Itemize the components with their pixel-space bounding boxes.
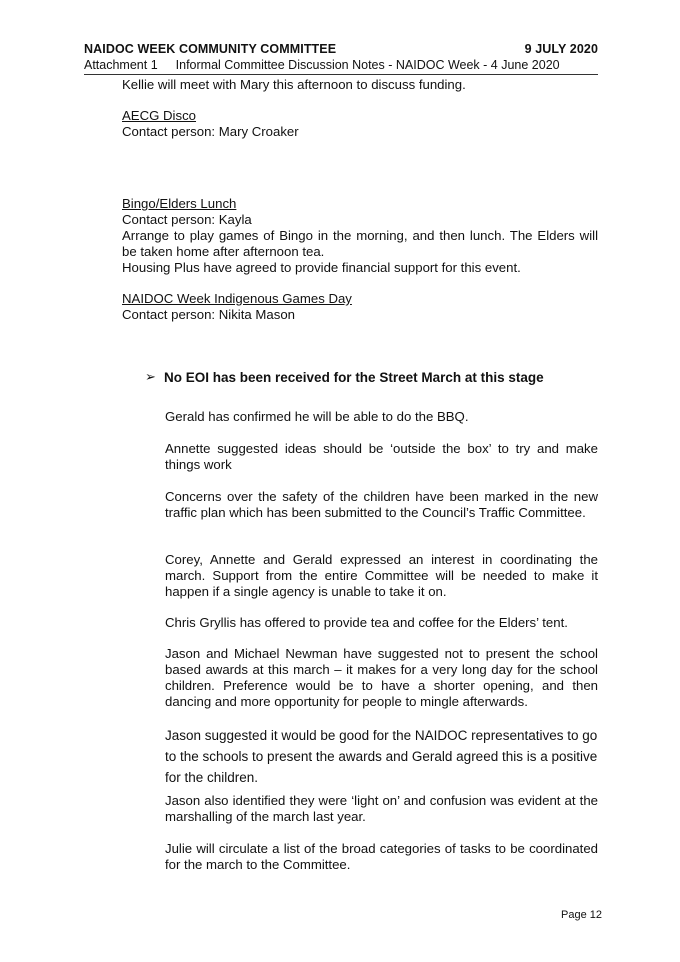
march-note-marshalling: Jason also identified they were ‘light on’ and confusion was evident at the marshalling of the march last year. bbox=[165, 793, 598, 824]
bingo-support: Housing Plus have agreed to provide financial support for this event. bbox=[122, 260, 521, 275]
aecg-disco-contact: Contact person: Mary Croaker bbox=[122, 124, 299, 139]
kellie-note: Kellie will meet with Mary this afternoon to discuss funding. bbox=[122, 77, 466, 92]
street-march-heading bbox=[145, 369, 544, 385]
march-note-coordinating: Corey, Annette and Gerald expressed an interest in coordinating the march. Support from the entire Committee will be needed to make it happen if a single agency is unable to take it on. bbox=[165, 552, 598, 599]
bingo-title: Bingo/Elders Lunch bbox=[122, 196, 237, 211]
bingo-description: Arrange to play games of Bingo in the morning, and then lunch. The Elders will be taken home after afternoon tea. bbox=[122, 228, 598, 259]
arrow-bullet-icon: ➢ bbox=[145, 369, 156, 384]
march-note-bbq: Gerald has confirmed he will be able to do the BBQ. bbox=[165, 409, 469, 424]
games-day-contact: Contact person: Nikita Mason bbox=[122, 307, 295, 322]
games-day-title: NAIDOC Week Indigenous Games Day bbox=[122, 291, 352, 306]
aecg-disco-title: AECG Disco bbox=[122, 108, 197, 123]
committee-title: NAIDOC WEEK COMMUNITY COMMITTEE bbox=[84, 42, 337, 56]
march-note-tea-coffee: Chris Gryllis has offered to provide tea and coffee for the Elders’ tent. bbox=[165, 615, 568, 630]
bingo-contact: Contact person: Kayla bbox=[122, 212, 252, 227]
attachment-label: Attachment 1 bbox=[84, 58, 158, 72]
page-header bbox=[84, 42, 598, 72]
march-note-safety: Concerns over the safety of the children have been marked in the new traffic plan which has been submitted to the Council’s Traffic Committee. bbox=[165, 489, 598, 520]
document-date: 9 JULY 2020 bbox=[524, 42, 598, 56]
document-subtitle: Informal Committee Discussion Notes - NAIDOC Week - 4 June 2020 bbox=[175, 58, 560, 72]
march-note-task-list: Julie will circulate a list of the broad categories of tasks to be coordinated for the march to the Committee. bbox=[165, 841, 598, 872]
march-note-awards: Jason and Michael Newman have suggested not to present the school based awards at this march – it makes for a very long day for the school children. Preference would be to have a shorter opening, and then dancing and more opportunity for people to mingle afterwards. bbox=[165, 646, 598, 709]
march-note-ideas: Annette suggested ideas should be ‘outside the box’ to try and make things work bbox=[165, 441, 598, 472]
header-divider bbox=[84, 74, 598, 75]
street-march-heading-text: No EOI has been received for the Street March at this stage bbox=[164, 369, 544, 385]
march-note-schools: Jason suggested it would be good for the NAIDOC representatives to go to the schools to present the awards and Gerald agreed this is a positive for the children. bbox=[165, 728, 598, 785]
page-number: Page 12 bbox=[561, 909, 602, 921]
